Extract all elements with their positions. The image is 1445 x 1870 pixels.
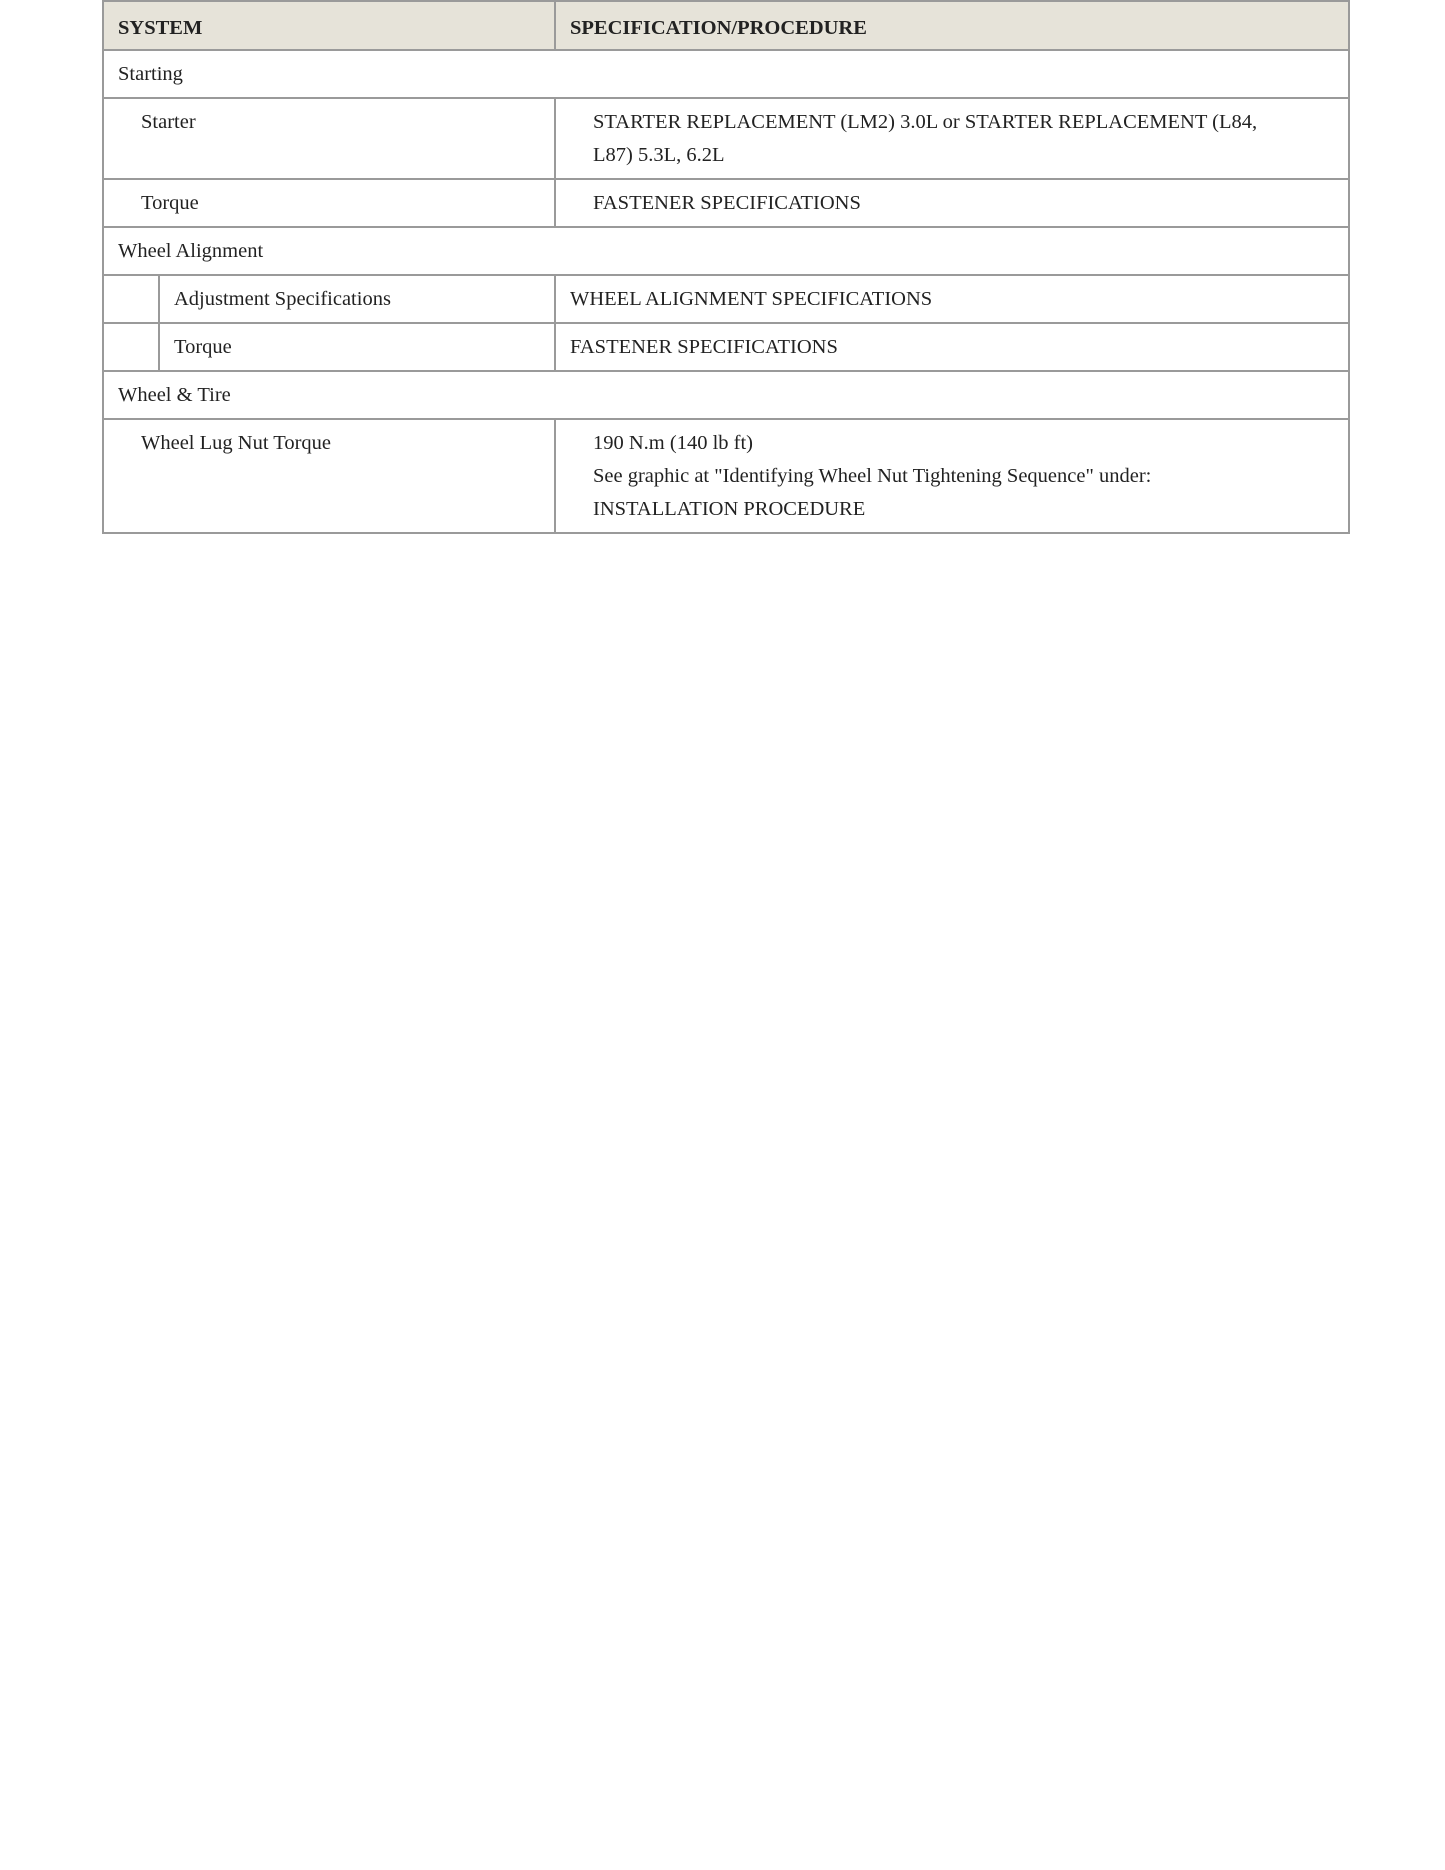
row-value <box>555 275 1349 323</box>
row-value <box>555 419 1349 533</box>
table-row <box>103 419 1349 533</box>
section-title: Wheel & Tire <box>103 371 1349 419</box>
row-label: Wheel Lug Nut Torque <box>103 419 555 533</box>
row-value <box>555 98 1349 179</box>
header-system: SYSTEM <box>103 1 555 50</box>
section-title: Wheel Alignment <box>103 227 1349 275</box>
table-header-row <box>103 1 1349 50</box>
section-title: Starting <box>103 50 1349 98</box>
row-value <box>555 179 1349 227</box>
row-value-line: FASTENER SPECIFICATIONS <box>593 192 861 214</box>
table-row <box>103 179 1349 227</box>
row-value <box>555 323 1349 371</box>
row-value-line: L87) 5.3L, 6.2L <box>593 144 725 166</box>
row-value-line: 190 N.m (140 lb ft) <box>593 432 753 454</box>
row-label: Adjustment Specifications <box>159 275 555 323</box>
row-label: Starter <box>103 98 555 179</box>
row-value-line: See graphic at "Identifying Wheel Nut Tightening Sequence" under: <box>593 465 1152 487</box>
row-value-line: FASTENER SPECIFICATIONS <box>570 336 838 358</box>
row-value-line: STARTER REPLACEMENT (LM2) 3.0L or STARTER REPLACEMENT (L84, <box>593 111 1258 133</box>
table-row <box>103 323 1349 371</box>
row-value-line: WHEEL ALIGNMENT SPECIFICATIONS <box>570 288 933 310</box>
table-row <box>103 98 1349 179</box>
header-specification-procedure: SPECIFICATION/PROCEDURE <box>555 1 1349 50</box>
section-row-wheel-alignment <box>103 227 1349 275</box>
table-row <box>103 275 1349 323</box>
row-label: Torque <box>159 323 555 371</box>
section-row-wheel-and-tire <box>103 371 1349 419</box>
specification-table <box>102 0 1350 534</box>
row-label: Torque <box>103 179 555 227</box>
indent-cell <box>103 323 159 371</box>
indent-cell <box>103 275 159 323</box>
row-value-line: INSTALLATION PROCEDURE <box>593 498 866 520</box>
section-row-starting <box>103 50 1349 98</box>
